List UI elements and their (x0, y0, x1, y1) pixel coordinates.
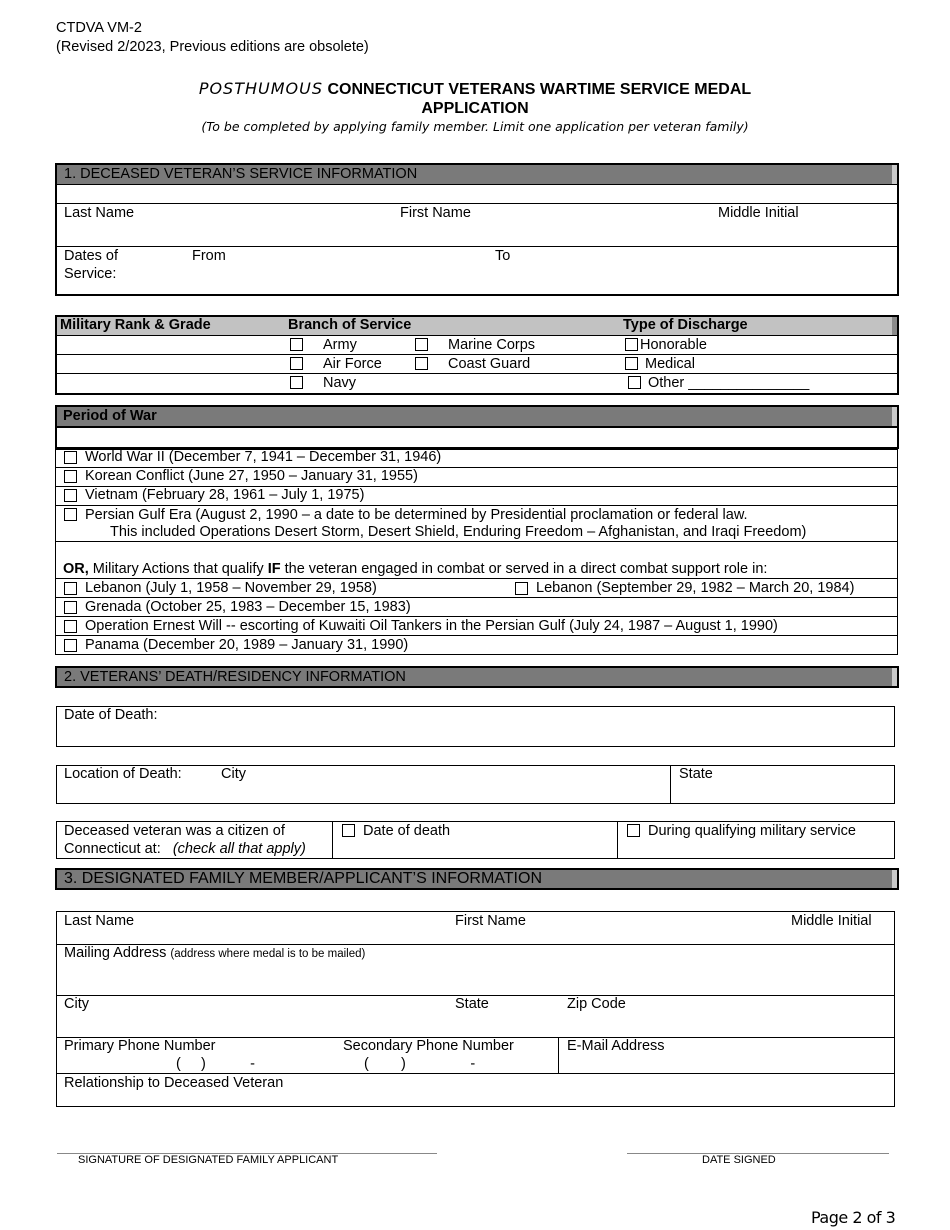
lebanon-1958-checkbox[interactable] (64, 582, 77, 595)
divider (55, 597, 898, 598)
death-state-label: State (679, 766, 713, 782)
section3-heading: 3. DESIGNATED FAMILY MEMBER/APPLICANT’S INFORMATION (64, 870, 542, 887)
panama-label: Panama (December 20, 1989 – January 31, 1990) (85, 637, 409, 653)
army-checkbox[interactable] (290, 338, 303, 351)
army-label: Army (323, 337, 357, 353)
war-blank-row (55, 428, 899, 449)
wwii-label: World War II (December 7, 1941 – December 31, 1946) (85, 449, 442, 465)
applicant-first-name-label: First Name (455, 913, 526, 929)
location-of-death-field[interactable] (56, 765, 895, 804)
discharge-label: Type of Discharge (623, 317, 748, 333)
ernest-will-label: Operation Ernest Will -- escorting of Kuwaiti Oil Tankers in the Persian Gulf (July 24, 1987 – August 1, 1990) (85, 618, 778, 634)
divider (57, 335, 897, 336)
if-label: IF (267, 561, 281, 577)
divider (332, 821, 333, 859)
vet-middle-initial-label: Middle Initial (718, 205, 799, 221)
divider (57, 246, 897, 247)
signature-label: SIGNATURE OF DESIGNATED FAMILY APPLICANT (78, 1154, 339, 1166)
persian-gulf-note: This included Operations Desert Storm, Desert Shield, Enduring Freedom – Afghanistan, and Iraqi Freedom) (110, 524, 807, 540)
branch-label: Branch of Service (288, 317, 412, 333)
section1-heading: 1. DECEASED VETERAN’S SERVICE INFORMATION (64, 166, 418, 182)
medical-label: Medical (645, 356, 695, 372)
korea-checkbox[interactable] (64, 470, 77, 483)
persian-gulf-label: Persian Gulf Era (August 2, 1990 – a date to be determined by Presidential proclamation or federal law. (85, 507, 748, 523)
citizen-during-service-checkbox[interactable] (627, 824, 640, 837)
to-label: To (495, 248, 511, 264)
date-signed-label: DATE SIGNED (702, 1154, 776, 1166)
death-city-label: City (221, 766, 246, 782)
secondary-phone-mask: ( ) - (364, 1056, 476, 1072)
rank-label: Military Rank & Grade (60, 317, 211, 333)
title-main: CONNECTICUT VETERANS WARTIME SERVICE MEDAL (327, 81, 752, 98)
other-discharge-checkbox[interactable] (628, 376, 641, 389)
vet-first-name-label: First Name (400, 205, 471, 221)
honorable-label: Honorable (640, 337, 707, 353)
applicant-city-label: City (64, 996, 89, 1012)
air-force-checkbox[interactable] (290, 357, 303, 370)
vet-last-name-label: Last Name (64, 205, 135, 221)
lebanon-1958-label: Lebanon (July 1, 1958 – November 29, 1958) (85, 580, 377, 596)
page-number: Page 2 of 3 (811, 1208, 896, 1227)
primary-phone-mask: ( ) - (176, 1056, 255, 1072)
vietnam-checkbox[interactable] (64, 489, 77, 502)
divider (670, 765, 671, 804)
divider (55, 541, 898, 542)
divider (558, 1037, 559, 1073)
section2-heading: 2. VETERANS’ DEATH/RESIDENCY INFORMATION (64, 669, 406, 685)
divider (55, 505, 898, 506)
check-all-note: (check all that apply) (172, 841, 306, 857)
coast-guard-checkbox[interactable] (415, 357, 428, 370)
service-label: Service: (64, 266, 117, 282)
citizen-label-1: Deceased veteran was a citizen of (64, 823, 285, 839)
citizen-label-2-text: Connecticut at: (64, 841, 161, 857)
citizen-at-death-label: Date of death (363, 823, 451, 839)
divider (55, 616, 898, 617)
or-text-1: Military Actions that qualify (88, 561, 268, 577)
panama-checkbox[interactable] (64, 639, 77, 652)
location-label: Location of Death: (64, 766, 182, 782)
lebanon-1982-checkbox[interactable] (515, 582, 528, 595)
title-line2: APPLICATION (421, 100, 529, 118)
divider (57, 354, 897, 355)
korea-label: Korean Conflict (June 27, 1950 – January 31, 1955) (85, 468, 418, 484)
marine-corps-checkbox[interactable] (415, 338, 428, 351)
citizen-at-death-checkbox[interactable] (342, 824, 355, 837)
divider (57, 184, 897, 185)
coast-guard-label: Coast Guard (448, 356, 531, 372)
divider (57, 373, 897, 374)
primary-phone-label: Primary Phone Number (64, 1038, 216, 1054)
vietnam-label: Vietnam (February 28, 1961 – July 1, 1975) (85, 487, 365, 503)
date-of-death-label: Date of Death: (64, 707, 158, 723)
persian-gulf-checkbox[interactable] (64, 508, 77, 521)
medical-checkbox[interactable] (625, 357, 638, 370)
navy-label: Navy (323, 375, 357, 391)
from-label: From (192, 248, 226, 264)
divider (55, 578, 898, 579)
subtitle: (To be completed by applying family member. Limit one application per veteran family) (201, 119, 749, 134)
mailing-address-label (64, 945, 365, 962)
mailing-address-text: Mailing Address (64, 945, 167, 961)
navy-checkbox[interactable] (290, 376, 303, 389)
or-label: OR, (63, 561, 89, 577)
form-id: CTDVA VM-2 (56, 20, 142, 36)
mailing-address-note: (address where medal is to be mailed) (170, 948, 366, 960)
page-title (0, 79, 950, 118)
or-text-2: the veteran engaged in combat or served in a direct combat support role in: (280, 561, 768, 577)
email-label: E-Mail Address (567, 1038, 665, 1054)
lebanon-1982-label: Lebanon (September 29, 1982 – March 20, 1984) (536, 580, 855, 596)
divider (57, 203, 897, 204)
war-heading: Period of War (63, 408, 157, 424)
applicant-state-label: State (455, 996, 489, 1012)
other-discharge-label: Other _______________ (648, 375, 810, 391)
military-actions-intro (63, 561, 767, 578)
wwii-checkbox[interactable] (64, 451, 77, 464)
divider (617, 821, 618, 859)
title-posthumous: POSTHUMOUS (198, 79, 323, 98)
citizen-label-2 (64, 841, 306, 858)
date-of-death-field[interactable] (56, 706, 895, 747)
marine-corps-label: Marine Corps (448, 337, 536, 353)
grenada-label: Grenada (October 25, 1983 – December 15, 1983) (85, 599, 411, 615)
revision-note: (Revised 2/2023, Previous editions are obsolete) (56, 39, 369, 55)
secondary-phone-label: Secondary Phone Number (343, 1038, 514, 1054)
grenada-checkbox[interactable] (64, 601, 77, 614)
relationship-label: Relationship to Deceased Veteran (64, 1075, 284, 1091)
divider (56, 1073, 895, 1074)
applicant-last-name-label: Last Name (64, 913, 135, 929)
zip-code-label: Zip Code (567, 996, 626, 1012)
divider (55, 635, 898, 636)
citizen-during-service-label: During qualifying military service (648, 823, 856, 839)
air-force-label: Air Force (323, 356, 382, 372)
applicant-middle-initial-label: Middle Initial (791, 913, 872, 929)
honorable-checkbox[interactable] (625, 338, 638, 351)
ernest-will-checkbox[interactable] (64, 620, 77, 633)
war-header-bar (57, 407, 897, 426)
dates-of-label: Dates of (64, 248, 118, 264)
